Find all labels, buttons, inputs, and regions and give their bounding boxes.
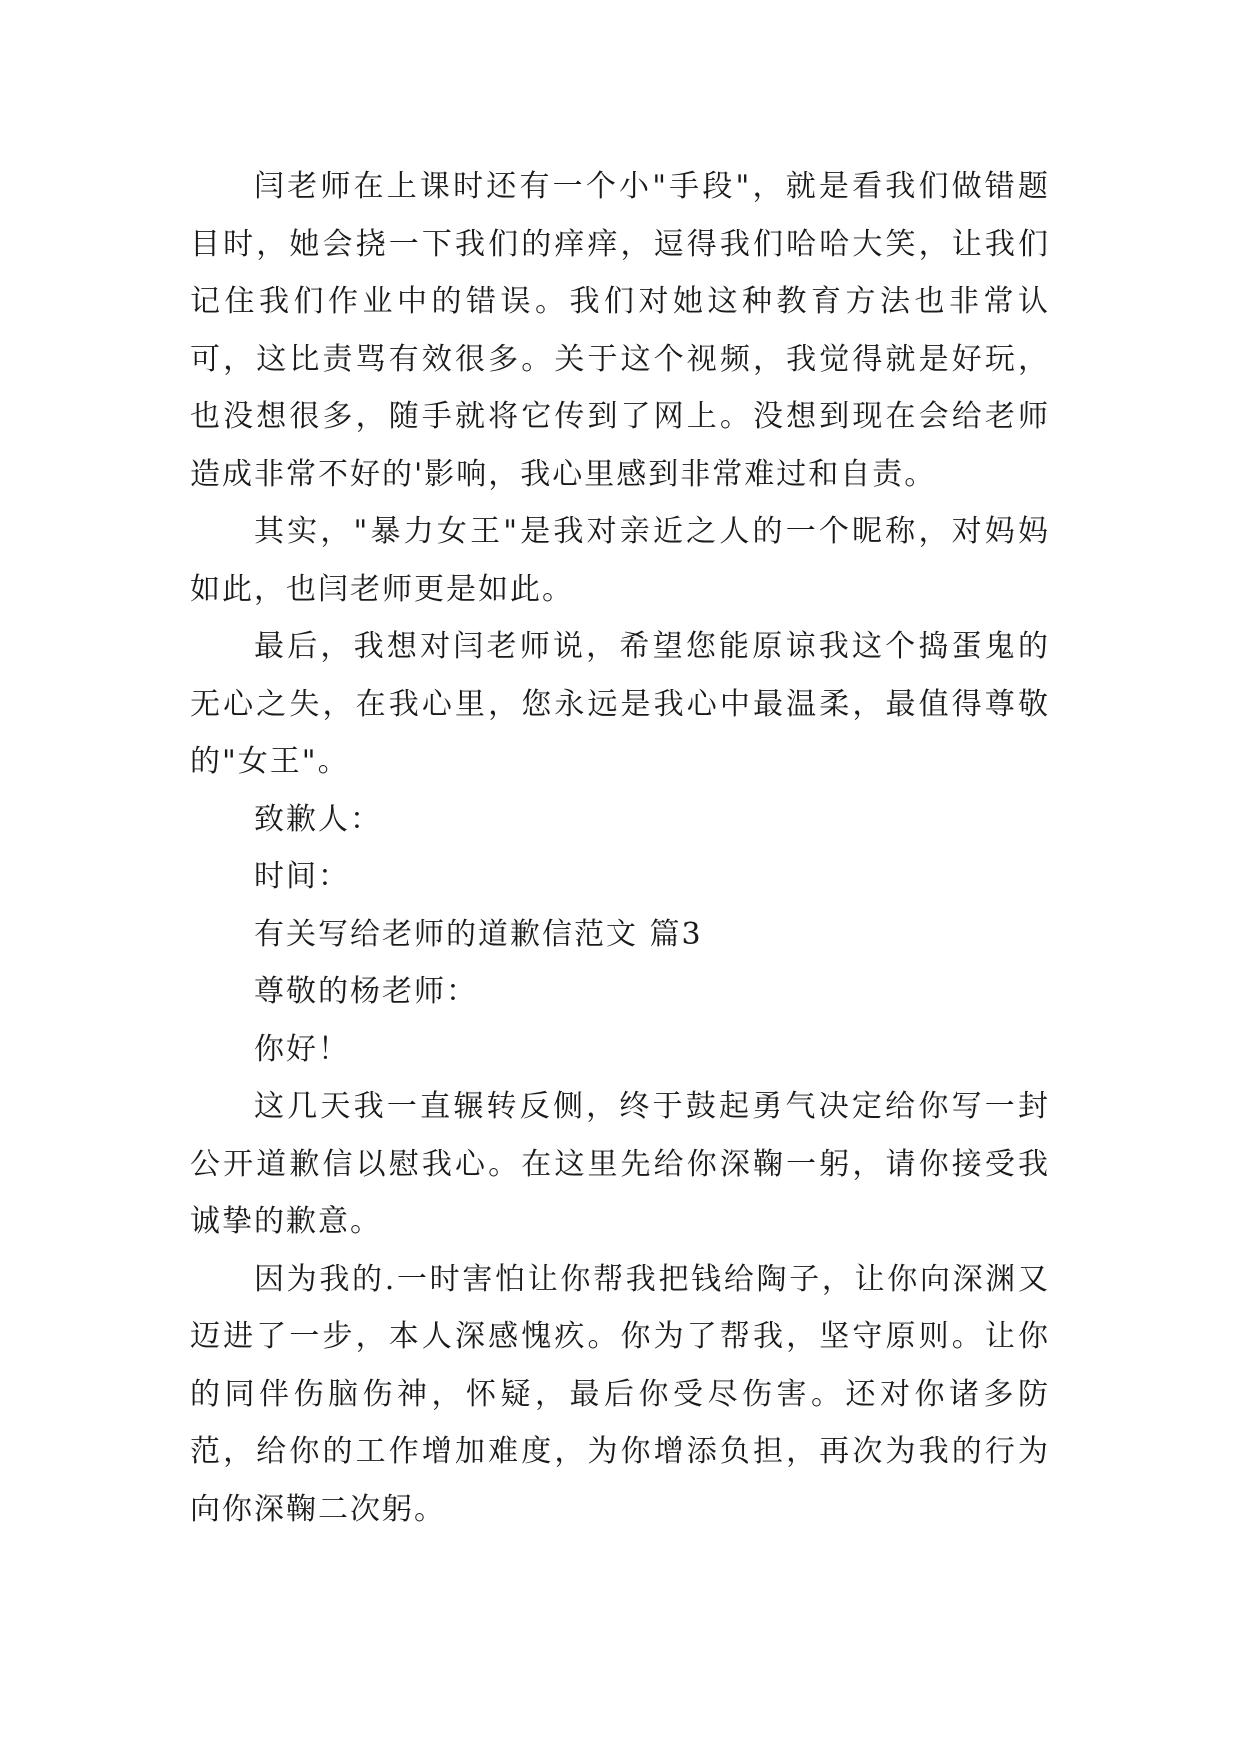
document-body <box>190 158 1050 1538</box>
paragraph-open-letter: 这几天我一直辗转反侧，终于鼓起勇气决定给你写一封公开道歉信以慰我心。在这里先给你深鞠一躬，请你接受我诚挚的歉意。 <box>190 1089 1050 1239</box>
letter-salutation: 尊敬的杨老师： <box>254 974 478 1009</box>
signature-apologizer: 致歉人： <box>254 801 382 837</box>
signature-date: 时间： <box>254 859 350 894</box>
paragraph-teacher-method: 闫老师在上课时还有一个小"手段"，就是看我们做错题目时，她会挠一下我们的痒痒，逗得我们哈哈大笑，让我们记住我们作业中的错误。我们对她这种教育方法也非常认可，这比责骂有效很多。关于这个视频，我觉得就是好玩，也没想很多，随手就将它传到了网上。没想到现在会给老师造成非常不好的'影响，我心里感到非常难过和自责。 <box>190 169 1050 492</box>
letter-greeting: 你好！ <box>254 1031 350 1067</box>
paragraph-closing-apology: 最后，我想对闫老师说，希望您能原谅我这个捣蛋鬼的无心之失，在我心里，您永远是我心中最温柔，最值得尊敬的"女王"。 <box>190 629 1050 779</box>
paragraph-nickname: 其实，"暴力女王"是我对亲近之人的一个昵称，对妈妈如此，也闫老师更是如此。 <box>190 514 1050 607</box>
section-heading: 有关写给老师的道歉信范文 篇3 <box>254 916 703 952</box>
paragraph-reason: 因为我的.一时害怕让你帮我把钱给陶子，让你向深渊又迈进了一步，本人深感愧疚。你为了帮我，坚守原则。让你的同伴伤脑伤神，怀疑，最后你受尽伤害。还对你诸多防范，给你的工作增加难度，为你增添负担，再次为我的行为向你深鞠二次躬。 <box>190 1261 1050 1527</box>
